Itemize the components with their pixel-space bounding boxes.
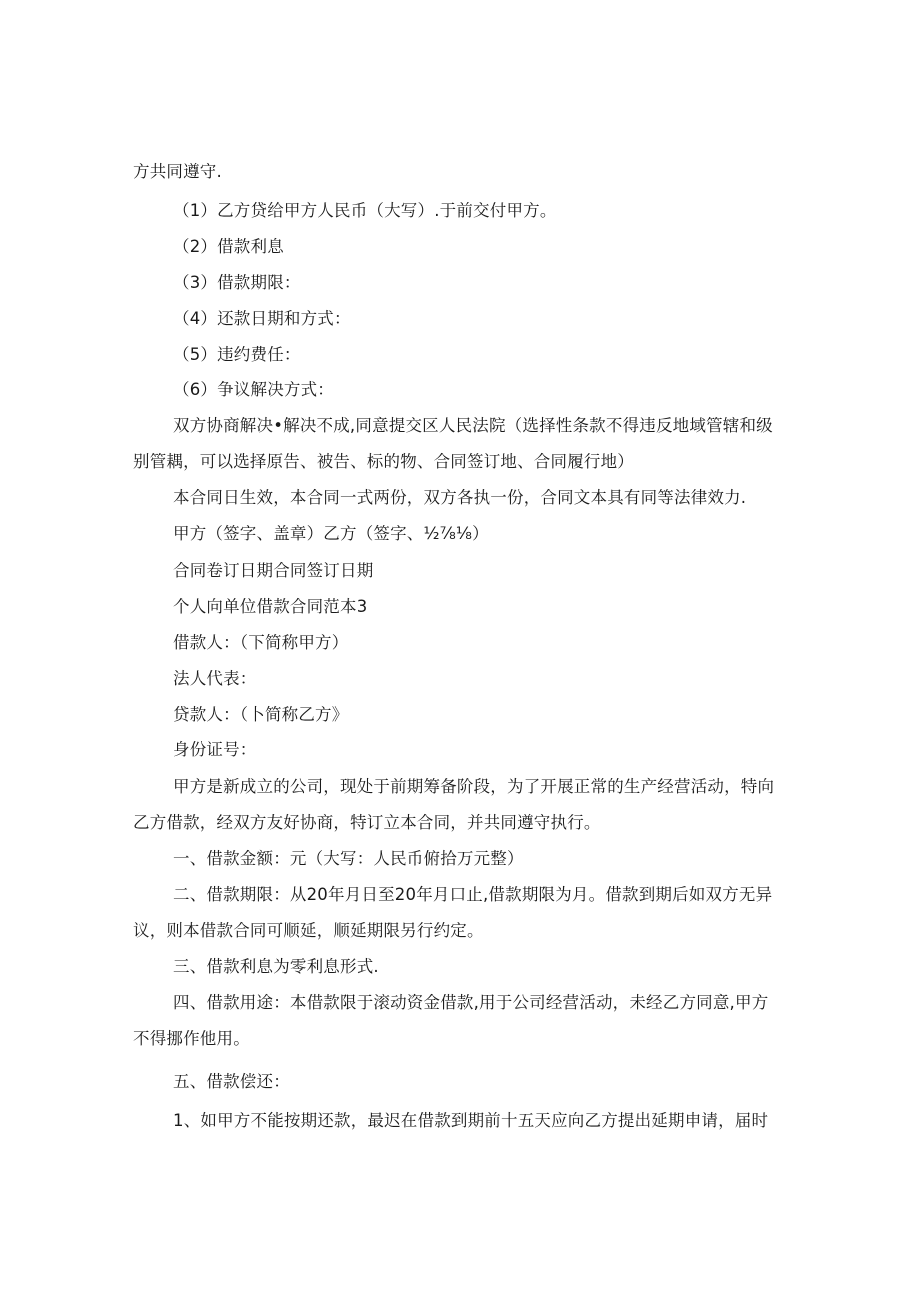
text-line: 五、借款偿还：	[173, 1072, 290, 1091]
text-line: 不得挪作他用。	[133, 1029, 250, 1048]
text-line: 乙方借款，经双方友好协商，特订立本合同，并共同遵守执行。	[133, 813, 601, 832]
text-line: 身份证号：	[173, 740, 257, 759]
text-line: 二、借款期限：从20年月日至20年月口止,借款期限为月。借款到期后如双方无异	[173, 885, 773, 904]
text-line: 四、借款用途：本借款限于滚动资金借款,用于公司经营活动，未经乙方同意,甲方	[173, 993, 769, 1012]
text-line: 三、借款利息为零利息形式.	[173, 957, 379, 976]
text-line: （4）还款日期和方式：	[173, 309, 351, 328]
text-line: 方共同遵守.	[133, 162, 222, 181]
text-line: （6）争议解决方式：	[173, 380, 334, 399]
text-line: 合同卷订日期合同签订日期	[173, 561, 374, 580]
text-line: 一、借款金额：元（大写：人民币俯拾万元整）	[173, 849, 524, 868]
text-line: 1、如甲方不能按期还款，最迟在借款到期前十五天应向乙方提出延期申请，届时	[173, 1111, 769, 1130]
text-line: （3）借款期限：	[173, 273, 301, 292]
text-line: 法人代表：	[173, 669, 257, 688]
document-title: 个人向单位借款合同范本3	[173, 597, 368, 616]
text-line: 别管耦，可以选择原告、被告、标的物、合同签订地、合同履行地）	[133, 452, 634, 471]
text-line: （1）乙方贷给甲方人民币（大写）.于前交付甲方。	[173, 201, 557, 220]
text-line: 借款人：（下简称甲方）	[173, 633, 349, 652]
text-line: 贷款人：（卜简称乙方》	[173, 705, 349, 724]
text-line: 甲方是新成立的公司，现处于前期筹备阶段，为了开展正常的生产经营活动，特向	[173, 777, 775, 796]
text-line: （2）借款利息	[173, 237, 284, 256]
text-line: 双方协商解决•解决不成,同意提交区人民法院（选择性条款不得违反地域管辖和级	[173, 416, 773, 435]
text-line: （5）违约费任：	[173, 345, 301, 364]
text-line: 议，则本借款合同可顺延，顺延期限另行约定。	[133, 921, 484, 940]
text-line: 甲方（签字、盖章）乙方（签字、½⅞⅛）	[173, 524, 489, 543]
text-line: 本合同日生效，本合同一式两份，双方各执一份，合同文本具有同等法律效力.	[173, 488, 747, 507]
